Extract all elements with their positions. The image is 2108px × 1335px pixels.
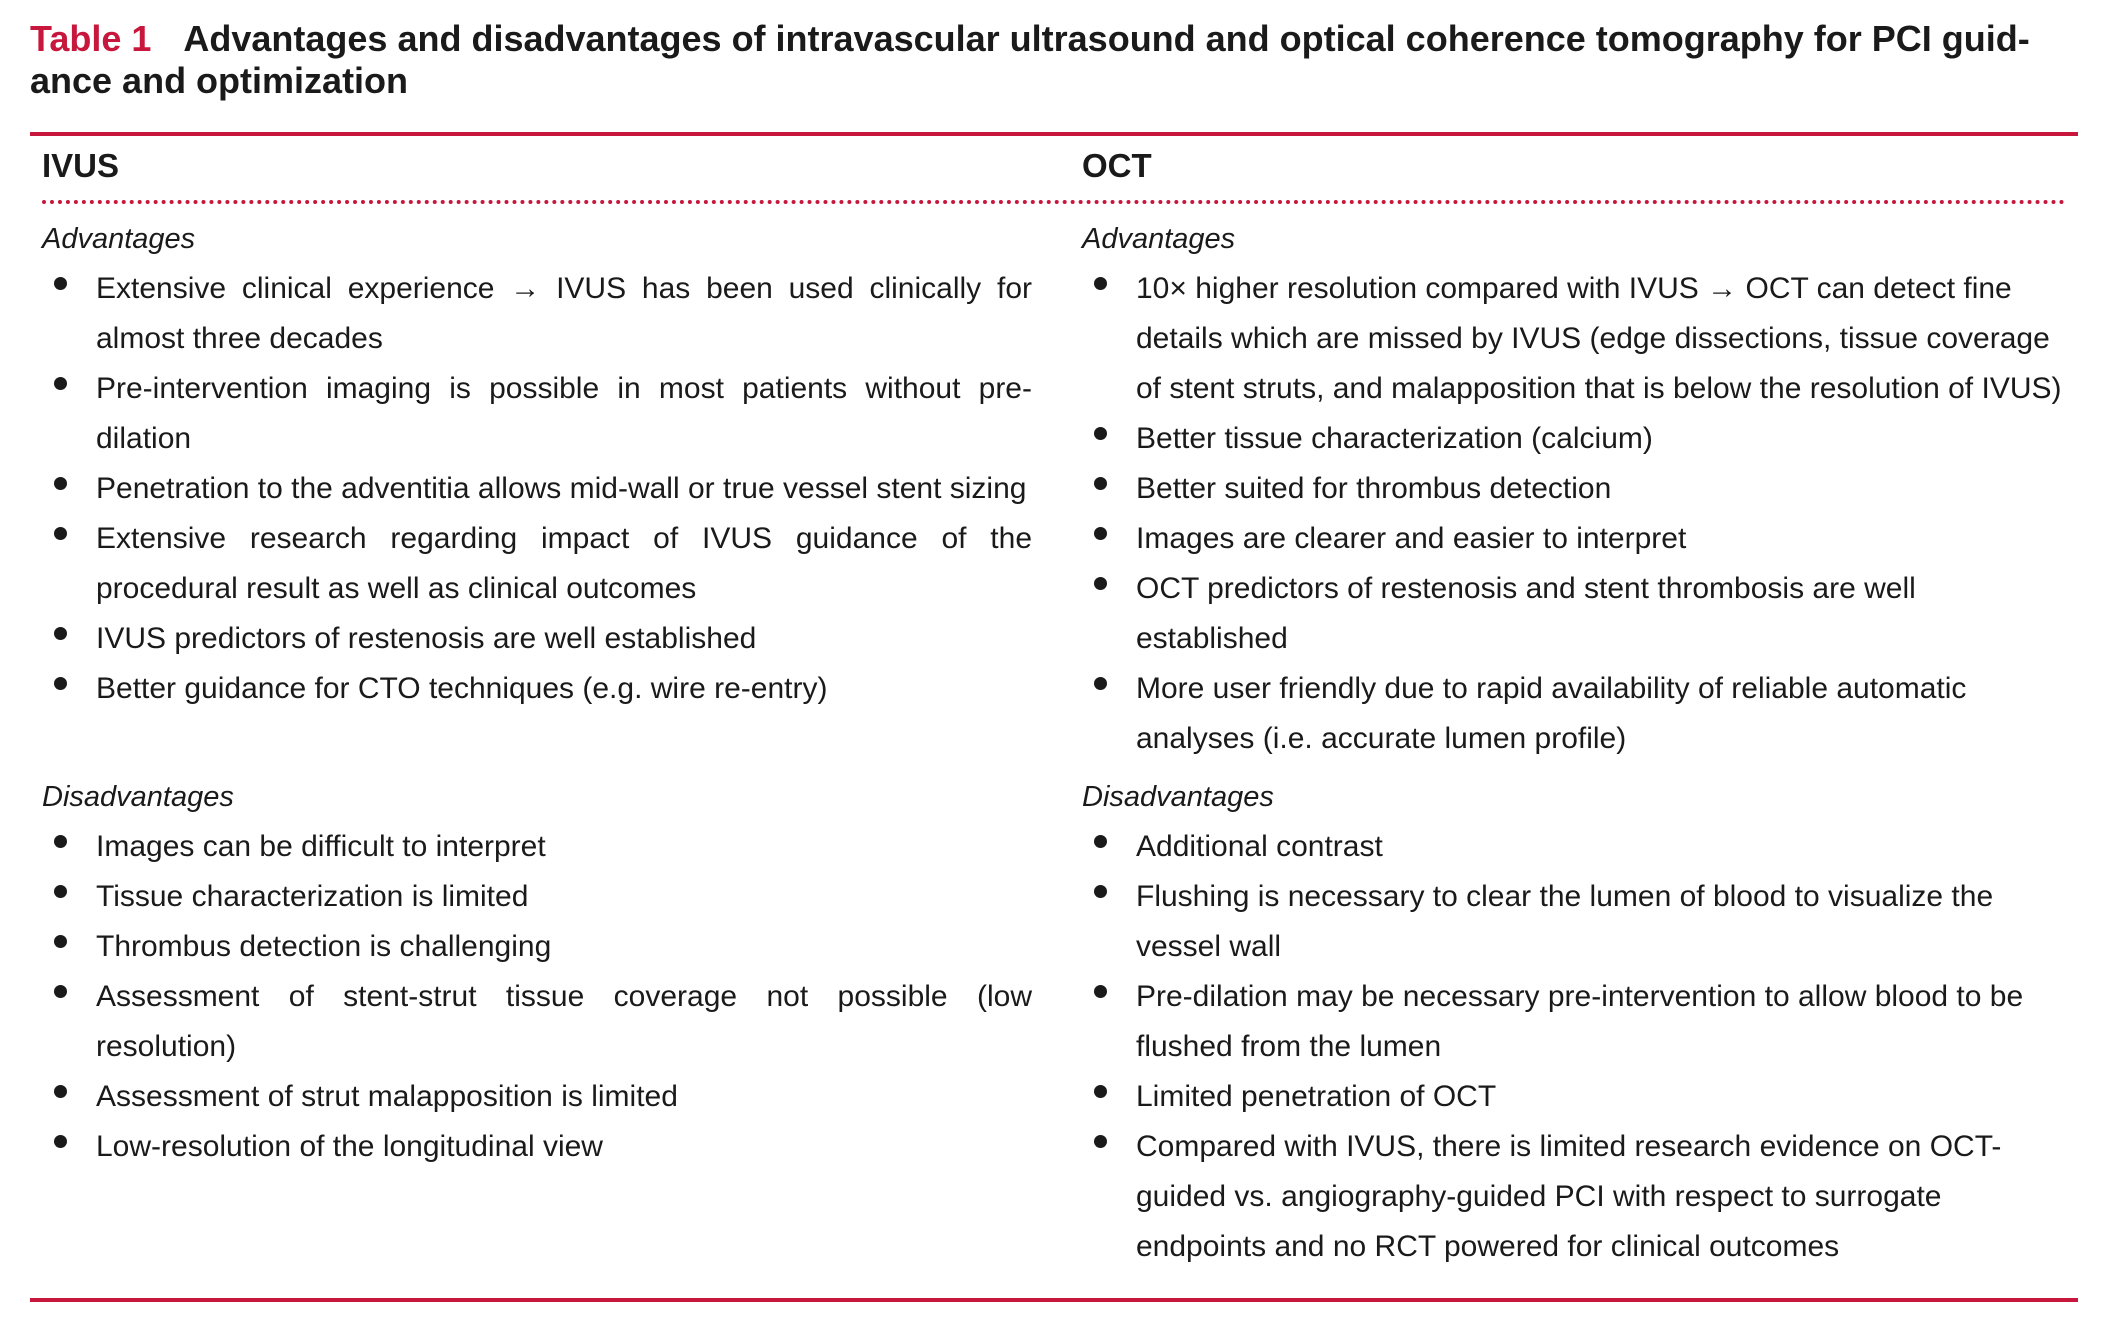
list-item-text: Assessment of stent-strut tissue coverage not possible (low resolution) bbox=[96, 980, 1032, 1063]
bottom-rule bbox=[30, 1298, 2078, 1302]
list-item bbox=[42, 514, 1032, 614]
list-item bbox=[42, 822, 1032, 872]
list-item bbox=[42, 922, 1032, 972]
list-item-text: More user friendly due to rapid availability of reliable automatic analyses (i.e. accurate lumen profile) bbox=[1136, 672, 1967, 755]
list-item-text: Flushing is necessary to clear the lumen of blood to visualize the vessel wall bbox=[1136, 880, 1994, 963]
list-item-text: Images are clearer and easier to interpret bbox=[1136, 522, 1687, 555]
bullet-icon bbox=[1094, 835, 1107, 848]
list-item bbox=[1082, 464, 2072, 514]
list-item bbox=[1082, 564, 2072, 664]
table-title: Advantages and disadvantages of intravascular ultrasound and optical coherence tomography for PCI guid-ance and optimization bbox=[30, 18, 2030, 101]
oct-header: OCT bbox=[1082, 147, 1152, 184]
ivus-advantages-section bbox=[42, 214, 1032, 714]
list-item-text: Better suited for thrombus detection bbox=[1136, 472, 1612, 505]
bullet-icon bbox=[1094, 527, 1107, 540]
bullet-icon bbox=[1094, 477, 1107, 490]
list-item-text: Images can be difficult to interpret bbox=[96, 830, 546, 863]
list-item-text: OCT predictors of restenosis and stent thrombosis are well established bbox=[1136, 572, 1916, 655]
bullet-icon bbox=[54, 1135, 67, 1148]
oct-advantages-heading: Advantages bbox=[1082, 223, 1236, 255]
list-item bbox=[1082, 822, 2072, 872]
list-item-text: IVUS predictors of restenosis are well established bbox=[96, 622, 757, 655]
bullet-icon bbox=[1094, 885, 1107, 898]
list-item-text: Compared with IVUS, there is limited research evidence on OCT-guided vs. angiography-guided PCI with respect to surrogate endpoints and no RCT powered for clinical outcomes bbox=[1136, 1130, 2002, 1263]
list-item bbox=[1082, 514, 2072, 564]
list-item-text: Thrombus detection is challenging bbox=[96, 930, 552, 963]
list-item bbox=[42, 264, 1032, 364]
list-item-text: Better guidance for CTO techniques (e.g. wire re-entry) bbox=[96, 672, 828, 705]
list-item-text: Pre-dilation may be necessary pre-intervention to allow blood to be flushed from the lumen bbox=[1136, 980, 2024, 1063]
list-item-text: Pre-intervention imaging is possible in most patients without pre-dilation bbox=[96, 372, 1032, 455]
list-item bbox=[1082, 972, 2072, 1072]
ivus-disadvantages-heading: Disadvantages bbox=[42, 781, 234, 813]
oct-advantages-list bbox=[1082, 264, 2072, 764]
bullet-icon bbox=[54, 677, 67, 690]
bullet-icon bbox=[54, 835, 67, 848]
bullet-icon bbox=[1094, 985, 1107, 998]
bullet-icon bbox=[54, 277, 67, 290]
list-item-text: Tissue characterization is limited bbox=[96, 880, 529, 913]
bullet-icon bbox=[54, 885, 67, 898]
bullet-icon bbox=[54, 627, 67, 640]
list-item-text: Penetration to the adventitia allows mid-wall or true vessel stent sizing bbox=[96, 472, 1027, 505]
ivus-advantages-list bbox=[42, 264, 1032, 714]
oct-disadvantages-list bbox=[1082, 822, 2072, 1272]
bullet-icon bbox=[54, 527, 67, 540]
list-item-text: Extensive research regarding impact of IVUS guidance of the procedural result as well as clinical outcomes bbox=[96, 522, 1032, 605]
list-item bbox=[42, 972, 1032, 1072]
oct-disadvantages-heading: Disadvantages bbox=[1082, 781, 1274, 813]
list-item bbox=[42, 464, 1032, 514]
table-caption bbox=[30, 18, 2078, 102]
bullet-icon bbox=[1094, 277, 1107, 290]
list-item bbox=[1082, 264, 2072, 414]
ivus-advantages-heading: Advantages bbox=[42, 223, 196, 255]
bullet-icon bbox=[1094, 427, 1107, 440]
list-item-text: Additional contrast bbox=[1136, 830, 1383, 863]
list-item bbox=[1082, 1072, 2072, 1122]
list-item-text: 10× higher resolution compared with IVUS → OCT can detect fine details which are missed by IVUS (edge dissections, tissue coverage of stent struts, and malapposition that is below the resolution of IVUS) bbox=[1136, 272, 2062, 405]
ivus-header: IVUS bbox=[42, 147, 120, 184]
bullet-icon bbox=[54, 985, 67, 998]
ivus-disadvantages-section bbox=[42, 772, 1032, 1172]
list-item bbox=[42, 614, 1032, 664]
list-item bbox=[42, 664, 1032, 714]
list-item bbox=[1082, 414, 2072, 464]
bullet-icon bbox=[54, 1085, 67, 1098]
list-item bbox=[1082, 664, 2072, 764]
bullet-icon bbox=[1094, 577, 1107, 590]
list-item bbox=[42, 872, 1032, 922]
bullet-icon bbox=[1094, 677, 1107, 690]
top-rule bbox=[30, 132, 2078, 136]
oct-advantages-section bbox=[1082, 214, 2072, 764]
bullet-icon bbox=[54, 377, 67, 390]
bullet-icon bbox=[54, 935, 67, 948]
list-item bbox=[42, 1122, 1032, 1172]
oct-column bbox=[1082, 142, 2072, 1263]
list-item-text: Assessment of strut malapposition is limited bbox=[96, 1080, 678, 1113]
ivus-disadvantages-list bbox=[42, 822, 1032, 1172]
list-item-text: Extensive clinical experience → IVUS has been used clinically for almost three decades bbox=[96, 272, 1032, 355]
bullet-icon bbox=[54, 477, 67, 490]
list-item bbox=[1082, 1122, 2072, 1272]
list-item bbox=[1082, 872, 2072, 972]
list-item bbox=[42, 1072, 1032, 1122]
table-label: Table 1 bbox=[30, 18, 152, 59]
list-item-text: Low-resolution of the longitudinal view bbox=[96, 1130, 603, 1163]
list-item bbox=[42, 364, 1032, 464]
list-item-text: Limited penetration of OCT bbox=[1136, 1080, 1497, 1113]
oct-disadvantages-section bbox=[1082, 772, 2072, 1272]
bullet-icon bbox=[1094, 1085, 1107, 1098]
bullet-icon bbox=[1094, 1135, 1107, 1148]
ivus-column bbox=[42, 142, 1032, 1163]
list-item-text: Better tissue characterization (calcium) bbox=[1136, 422, 1653, 455]
